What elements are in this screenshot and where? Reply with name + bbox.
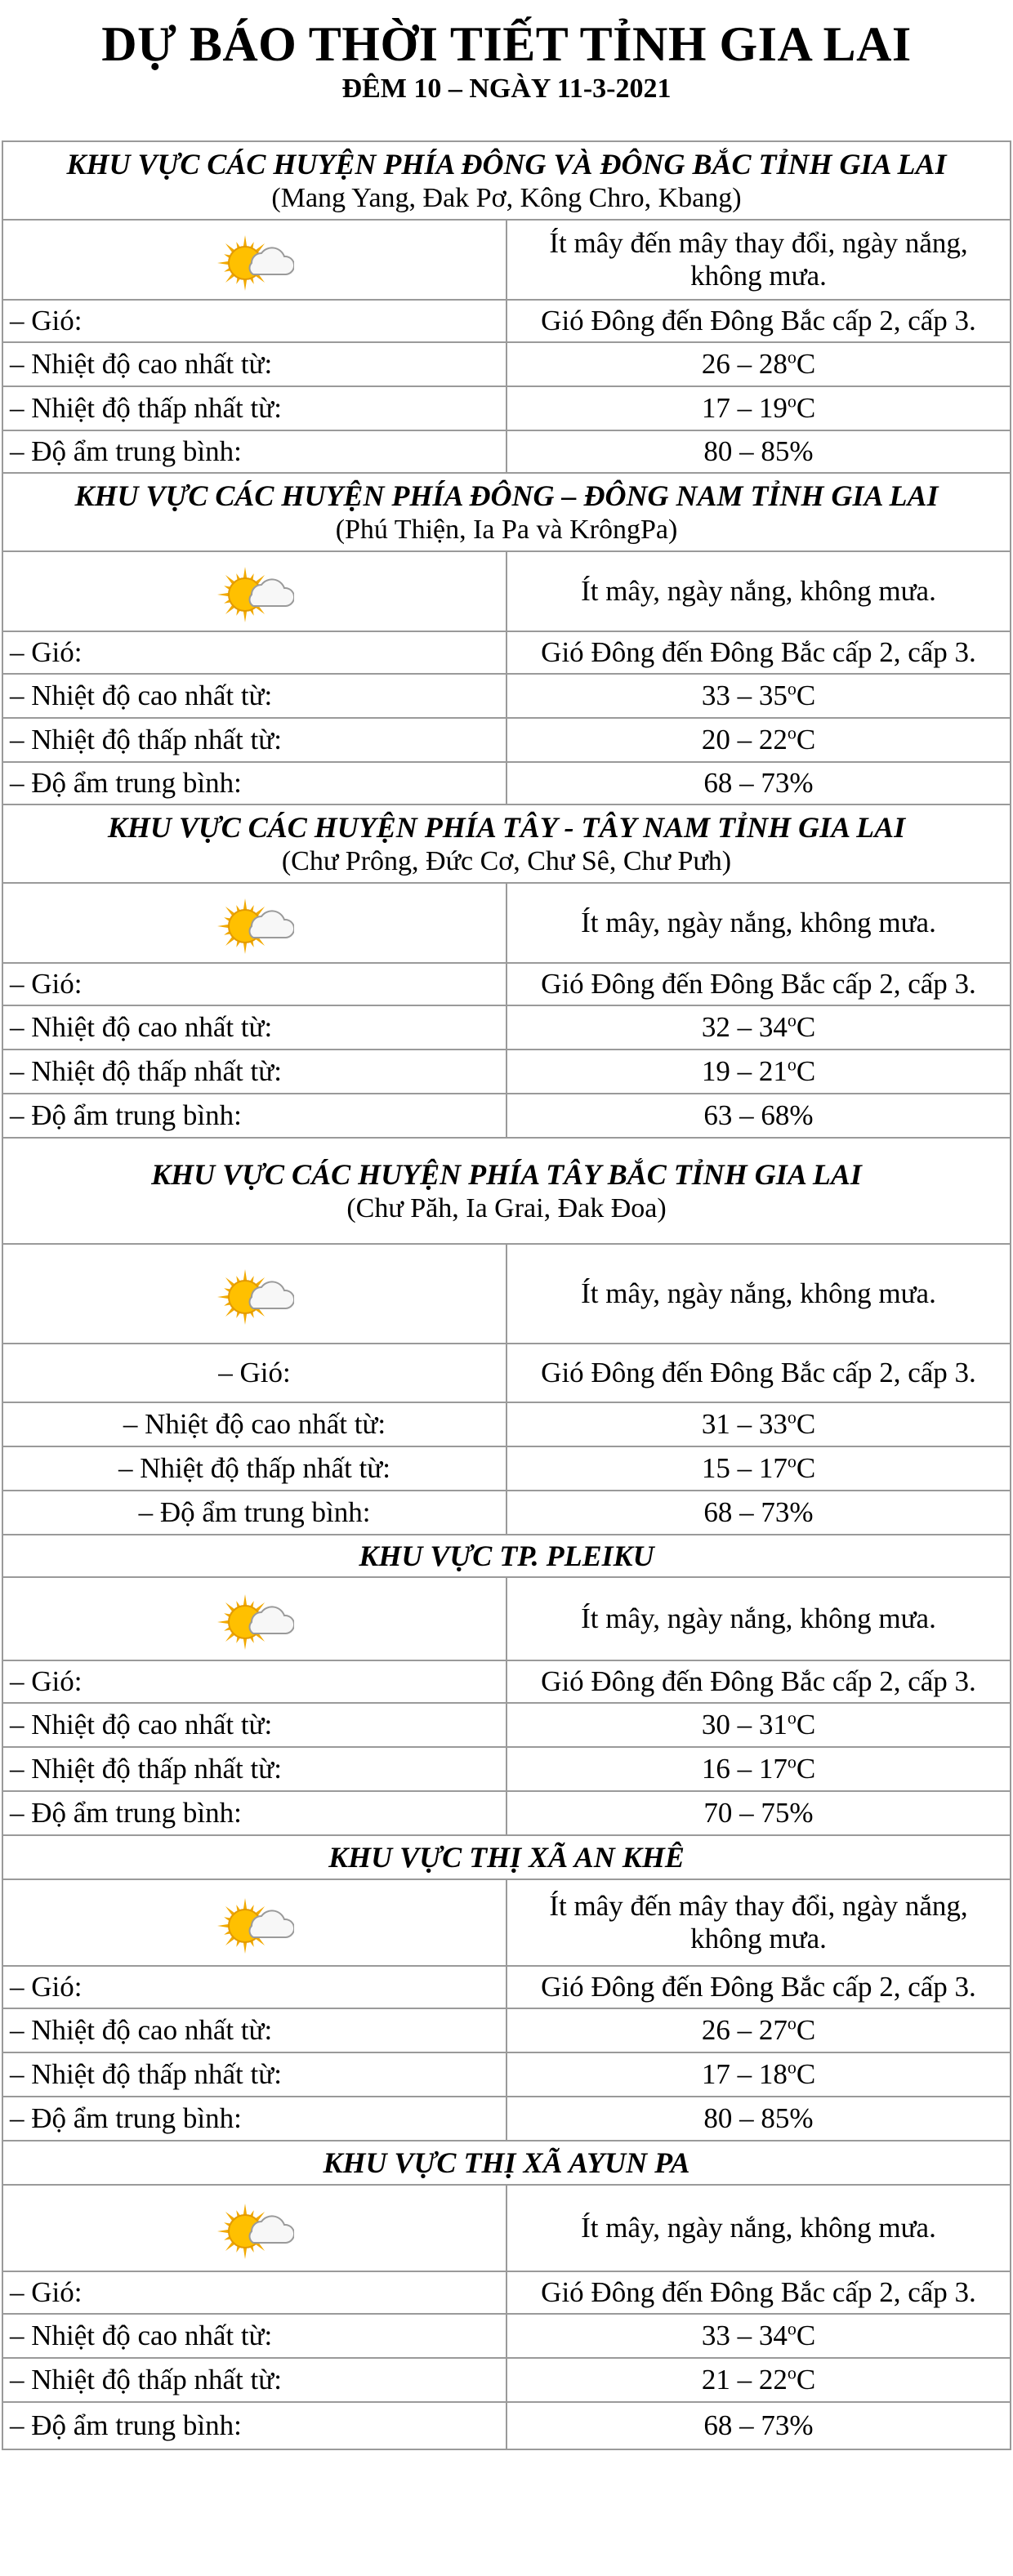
max-temp-row [2, 342, 1011, 386]
min-temp-row [2, 1446, 1011, 1491]
temp-unit: C [796, 724, 816, 755]
region-header [2, 1835, 1011, 1879]
wind-row [2, 631, 1011, 674]
weather-icon-cell [2, 220, 506, 300]
degree-sign: o [787, 346, 797, 368]
wind-row-value: Gió Đông đến Đông Bắc cấp 2, cấp 3. [506, 2271, 1011, 2314]
degree-sign: o [787, 390, 797, 412]
region-header [2, 2141, 1011, 2185]
degree-sign: o [787, 2057, 797, 2078]
min-temp-row-label: – Nhiệt độ thấp nhất từ: [2, 2052, 506, 2097]
min-temp-row-value [506, 718, 1011, 762]
max-temp-row-value [506, 674, 1011, 718]
wind-row-value: Gió Đông đến Đông Bắc cấp 2, cấp 3. [506, 963, 1011, 1005]
temp-range: 17 – 18 [701, 2058, 788, 2090]
humidity-row-value: 63 – 68% [506, 1094, 1011, 1138]
max-temp-row-value [506, 1703, 1011, 1747]
wind-row-label: – Gió: [2, 1966, 506, 2008]
wind-row [2, 300, 1011, 342]
max-temp-row [2, 2314, 1011, 2358]
min-temp-row [2, 718, 1011, 762]
humidity-row-value: 70 – 75% [506, 1791, 1011, 1835]
max-temp-row-label: – Nhiệt độ cao nhất từ: [2, 2314, 506, 2358]
wind-row-value: Gió Đông đến Đông Bắc cấp 2, cấp 3. [506, 300, 1011, 342]
weather-description: Ít mây, ngày nắng, không mưa. [506, 2185, 1011, 2271]
sun-behind-cloud-icon [216, 1586, 294, 1651]
weather-row [2, 883, 1011, 963]
humidity-row-label: – Độ ẩm trung bình: [2, 762, 506, 804]
temp-unit: C [796, 2014, 816, 2046]
min-temp-row-value [506, 1747, 1011, 1791]
region-header-cell [2, 1835, 1011, 1879]
min-temp-row-label: – Nhiệt độ thấp nhất từ: [2, 386, 506, 430]
temp-range: 19 – 21 [701, 1055, 788, 1087]
min-temp-row-label: – Nhiệt độ thấp nhất từ: [2, 1747, 506, 1791]
region-title: KHU VỰC CÁC HUYỆN PHÍA TÂY BẮC TỈNH GIA LAI [151, 1158, 862, 1191]
weather-icon-cell [2, 551, 506, 631]
region-title: KHU VỰC CÁC HUYỆN PHÍA TÂY - TÂY NAM TỈNH GIA LAI [107, 811, 906, 844]
wind-row-value: Gió Đông đến Đông Bắc cấp 2, cấp 3. [506, 1344, 1011, 1402]
wind-row-label: – Gió: [2, 631, 506, 674]
humidity-row-label: – Độ ẩm trung bình: [2, 1094, 506, 1138]
weather-icon-cell [2, 883, 506, 963]
max-temp-row [2, 2008, 1011, 2052]
sun-behind-cloud-icon [216, 559, 294, 624]
weather-row [2, 1577, 1011, 1660]
region-header-cell [2, 804, 1011, 883]
wind-row-label: – Gió: [2, 1660, 506, 1703]
weather-icon-cell [2, 1879, 506, 1966]
degree-sign: o [787, 1406, 797, 1428]
region-title: KHU VỰC THỊ XÃ AYUN PA [323, 2146, 690, 2179]
humidity-row-value: 80 – 85% [506, 430, 1011, 473]
min-temp-row [2, 1747, 1011, 1791]
wind-row-value: Gió Đông đến Đông Bắc cấp 2, cấp 3. [506, 631, 1011, 674]
region-title: KHU VỰC THỊ XÃ AN KHÊ [328, 1841, 685, 1874]
forecast-table [2, 140, 1011, 2450]
weather-description: Ít mây, ngày nắng, không mưa. [506, 1577, 1011, 1660]
temp-range: 21 – 22 [701, 2364, 788, 2396]
temp-unit: C [796, 1408, 816, 1440]
max-temp-row-value [506, 342, 1011, 386]
max-temp-row [2, 674, 1011, 718]
min-temp-row-value [506, 1446, 1011, 1491]
region-header-cell [2, 1138, 1011, 1244]
min-temp-row-value [506, 2052, 1011, 2097]
region-header-cell [2, 473, 1011, 551]
max-temp-row-label: – Nhiệt độ cao nhất từ: [2, 1703, 506, 1747]
min-temp-row [2, 1050, 1011, 1094]
humidity-row [2, 1094, 1011, 1138]
wind-row [2, 1344, 1011, 1402]
wind-row-label: – Gió: [2, 963, 506, 1005]
wind-row [2, 1966, 1011, 2008]
max-temp-row [2, 1402, 1011, 1446]
region-header-cell [2, 141, 1011, 220]
max-temp-row-value [506, 2008, 1011, 2052]
wind-row-label: – Gió: [2, 300, 506, 342]
sun-behind-cloud-icon [216, 2195, 294, 2261]
weather-description: Ít mây, ngày nắng, không mưa. [506, 1244, 1011, 1344]
temp-range: 33 – 34 [701, 2320, 788, 2351]
temp-range: 26 – 27 [701, 2014, 788, 2046]
max-temp-row-label: – Nhiệt độ cao nhất từ: [2, 1402, 506, 1446]
min-temp-row-value [506, 386, 1011, 430]
min-temp-row-label: – Nhiệt độ thấp nhất từ: [2, 2358, 506, 2402]
min-temp-row [2, 386, 1011, 430]
wind-row-value: Gió Đông đến Đông Bắc cấp 2, cấp 3. [506, 1966, 1011, 2008]
region-districts: (Mang Yang, Đak Pơ, Kông Chro, Kbang) [271, 183, 742, 213]
min-temp-row-value [506, 1050, 1011, 1094]
max-temp-row-label: – Nhiệt độ cao nhất từ: [2, 2008, 506, 2052]
humidity-row-label: – Độ ẩm trung bình: [2, 2097, 506, 2141]
temp-unit: C [796, 1011, 816, 1043]
temp-unit: C [796, 392, 816, 424]
temp-range: 20 – 22 [701, 724, 788, 755]
humidity-row [2, 2097, 1011, 2141]
region-districts: (Chư Prông, Đức Cơ, Chư Sê, Chư Pưh) [281, 846, 732, 876]
humidity-row-label: – Độ ẩm trung bình: [2, 1791, 506, 1835]
degree-sign: o [787, 1707, 797, 1728]
temp-unit: C [796, 1753, 816, 1785]
degree-sign: o [787, 1751, 797, 1772]
region-header [2, 141, 1011, 220]
region-title: KHU VỰC CÁC HUYỆN PHÍA ĐÔNG – ĐÔNG NAM TỈNH GIA LAI [74, 479, 939, 512]
degree-sign: o [787, 722, 797, 743]
temp-range: 16 – 17 [701, 1753, 788, 1785]
weather-description: Ít mây đến mây thay đổi, ngày nắng, không mưa. [506, 220, 1011, 300]
weather-row [2, 220, 1011, 300]
degree-sign: o [787, 1054, 797, 1075]
region-header [2, 1535, 1011, 1577]
temp-range: 32 – 34 [701, 1011, 788, 1043]
temp-unit: C [796, 1055, 816, 1087]
region-title: KHU VỰC TP. PLEIKU [359, 1540, 654, 1572]
degree-sign: o [787, 2012, 797, 2034]
max-temp-row-value [506, 1005, 1011, 1050]
weather-icon-cell [2, 2185, 506, 2271]
temp-range: 26 – 28 [701, 348, 788, 380]
weather-row [2, 551, 1011, 631]
weather-row [2, 1244, 1011, 1344]
max-temp-row-label: – Nhiệt độ cao nhất từ: [2, 674, 506, 718]
max-temp-row-value [506, 1402, 1011, 1446]
min-temp-row [2, 2052, 1011, 2097]
weather-icon-cell [2, 1244, 506, 1344]
wind-row-label: – Gió: [2, 2271, 506, 2314]
min-temp-row-label: – Nhiệt độ thấp nhất từ: [2, 718, 506, 762]
sun-behind-cloud-icon [216, 1890, 294, 1955]
humidity-row-label: – Độ ẩm trung bình: [2, 2402, 506, 2449]
wind-row-value: Gió Đông đến Đông Bắc cấp 2, cấp 3. [506, 1660, 1011, 1703]
page-subtitle: ĐÊM 10 – NGÀY 11-3-2021 [341, 74, 672, 104]
humidity-row-label: – Độ ẩm trung bình: [2, 1491, 506, 1535]
min-temp-row-label: – Nhiệt độ thấp nhất từ: [2, 1446, 506, 1491]
temp-unit: C [796, 1452, 816, 1484]
wind-row-label: – Gió: [2, 1344, 506, 1402]
max-temp-row [2, 1005, 1011, 1050]
humidity-row-value: 68 – 73% [506, 2402, 1011, 2449]
humidity-row-label: – Độ ẩm trung bình: [2, 430, 506, 473]
weather-description: Ít mây, ngày nắng, không mưa. [506, 883, 1011, 963]
weather-icon-cell [2, 1577, 506, 1660]
max-temp-row [2, 1703, 1011, 1747]
weather-description: Ít mây, ngày nắng, không mưa. [506, 551, 1011, 631]
weather-description: Ít mây đến mây thay đổi, ngày nắng, không mưa. [506, 1879, 1011, 1966]
humidity-row [2, 1491, 1011, 1535]
humidity-row [2, 762, 1011, 804]
temp-unit: C [796, 2364, 816, 2396]
region-header-cell [2, 1535, 1011, 1577]
region-header-cell [2, 2141, 1011, 2185]
humidity-row-value: 68 – 73% [506, 762, 1011, 804]
degree-sign: o [787, 2362, 797, 2383]
humidity-row [2, 430, 1011, 473]
max-temp-row-label: – Nhiệt độ cao nhất từ: [2, 342, 506, 386]
humidity-row-value: 80 – 85% [506, 2097, 1011, 2141]
min-temp-row-value [506, 2358, 1011, 2402]
page-title: DỰ BÁO THỜI TIẾT TỈNH GIA LAI [101, 17, 912, 71]
region-header [2, 1138, 1011, 1244]
temp-unit: C [796, 2320, 816, 2351]
temp-unit: C [796, 1709, 816, 1740]
temp-range: 33 – 35 [701, 680, 788, 711]
degree-sign: o [787, 1009, 797, 1031]
temp-range: 17 – 19 [701, 392, 788, 424]
weather-row [2, 1879, 1011, 1966]
weather-row [2, 2185, 1011, 2271]
temp-unit: C [796, 348, 816, 380]
region-districts: (Chư Păh, Ia Grai, Đak Đoa) [346, 1193, 667, 1223]
max-temp-row-label: – Nhiệt độ cao nhất từ: [2, 1005, 506, 1050]
min-temp-row [2, 2358, 1011, 2402]
temp-range: 15 – 17 [701, 1452, 788, 1484]
humidity-row [2, 2402, 1011, 2449]
sun-behind-cloud-icon [216, 890, 294, 956]
region-header [2, 473, 1011, 551]
degree-sign: o [787, 678, 797, 699]
region-header [2, 804, 1011, 883]
sun-behind-cloud-icon [216, 1261, 294, 1326]
temp-unit: C [796, 680, 816, 711]
min-temp-row-label: – Nhiệt độ thấp nhất từ: [2, 1050, 506, 1094]
region-title: KHU VỰC CÁC HUYỆN PHÍA ĐÔNG VÀ ĐÔNG BẮC TỈNH GIA LAI [66, 148, 947, 180]
wind-row [2, 2271, 1011, 2314]
humidity-row [2, 1791, 1011, 1835]
humidity-row-value: 68 – 73% [506, 1491, 1011, 1535]
temp-unit: C [796, 2058, 816, 2090]
temp-range: 31 – 33 [701, 1408, 788, 1440]
sun-behind-cloud-icon [216, 227, 294, 292]
wind-row [2, 963, 1011, 1005]
max-temp-row-value [506, 2314, 1011, 2358]
wind-row [2, 1660, 1011, 1703]
degree-sign: o [787, 1451, 797, 1472]
region-districts: (Phú Thiện, Ia Pa và KrôngPa) [335, 515, 678, 545]
degree-sign: o [787, 2318, 797, 2339]
temp-range: 30 – 31 [701, 1709, 788, 1740]
